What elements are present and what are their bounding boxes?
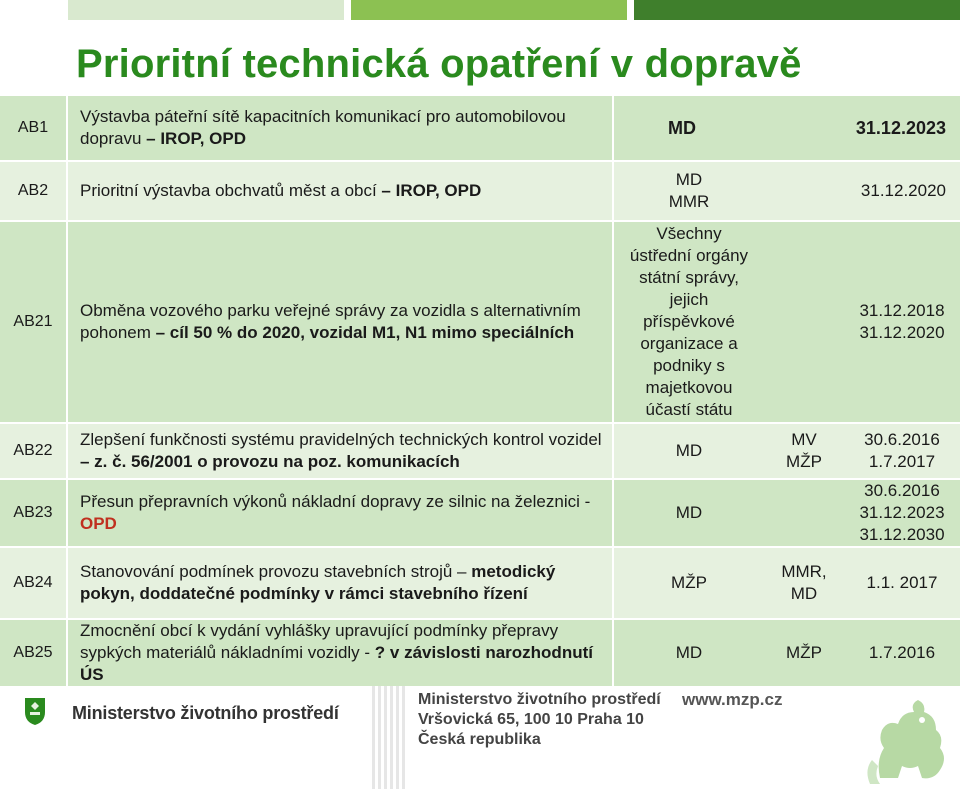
top-bar-light	[68, 0, 344, 20]
row-responsible: MŽP	[614, 548, 764, 618]
row-responsible: MD	[614, 620, 764, 686]
ministry-name: Ministerstvo životního prostředí	[72, 703, 339, 723]
row-description: Výstavba páteřní sítě kapacitních komunikací pro automobilovou dopravu – IROP, OPD	[68, 96, 612, 160]
column-separator	[66, 96, 68, 686]
row-code: AB25	[0, 620, 66, 686]
row-code: AB23	[0, 480, 66, 546]
table-row	[0, 548, 960, 618]
footer-stripe	[372, 686, 375, 789]
top-bar-dark	[634, 0, 960, 20]
footer-stripe	[396, 686, 399, 789]
row-deadline: 31.12.2023	[774, 96, 960, 160]
state-emblem-icon	[22, 696, 48, 726]
measures-table	[0, 96, 960, 686]
website-link[interactable]: www.mzp.cz	[682, 690, 783, 709]
row-cooperating: MV MŽP	[764, 424, 844, 478]
row-cooperating	[764, 480, 844, 546]
table-row	[0, 424, 960, 478]
row-responsible: MD	[614, 424, 764, 478]
row-responsible: MD MMR	[614, 162, 764, 220]
footer-stripe	[378, 686, 381, 789]
row-description: Zlepšení funkčnosti systému pravidelných technických kontrol vozidel – z. č. 56/2001 o provozu na poz. komunikacích	[68, 424, 612, 478]
row-deadline: 1.7.2016	[844, 620, 960, 686]
row-cooperating: MŽP	[764, 620, 844, 686]
row-code: AB1	[0, 96, 66, 160]
row-description: Přesun přepravních výkonů nákladní dopravy ze silnic na železnici - OPD	[68, 480, 612, 546]
page-title: Prioritní technická opatření v dopravě	[76, 42, 802, 86]
lion-emblem-icon	[840, 690, 956, 786]
row-responsible: MD	[614, 96, 774, 160]
row-deadline: 1.1. 2017	[844, 548, 960, 618]
row-code: AB21	[0, 222, 66, 422]
table-row	[0, 620, 960, 686]
column-separator	[612, 96, 614, 686]
row-code: AB2	[0, 162, 66, 220]
row-description: Stanovování podmínek provozu stavebních strojů – metodický pokyn, doddatečné podmínky v rámci stavebního řízení	[68, 548, 612, 618]
row-code: AB24	[0, 548, 66, 618]
row-cooperating	[764, 222, 844, 422]
top-bar-mid	[351, 0, 627, 20]
table-row	[0, 480, 960, 546]
row-description: Obměna vozového parku veřejné správy za vozidla s alternativním pohonem – cíl 50 % do 2020, vozidal M1, N1 mimo speciálních	[68, 222, 612, 422]
footer-stripe	[390, 686, 393, 789]
row-deadline: 30.6.2016 1.7.2017	[844, 424, 960, 478]
ministry-address: Ministerstvo životního prostředí Vršovická 65, 100 10 Praha 10 Česká republika	[418, 691, 661, 748]
row-description: Zmocnění obcí k vydání vyhlášky upravující podmínky přepravy sypkých materiálů nákladními vozidly - ? v závislosti narozhodnutí ÚS	[68, 620, 612, 686]
row-deadline: 31.12.2020	[764, 162, 960, 220]
table-row	[0, 162, 960, 220]
table-row	[0, 222, 960, 422]
table-row	[0, 96, 960, 160]
row-deadline: 30.6.2016 31.12.2023 31.12.2030	[844, 480, 960, 546]
row-responsible: MD	[614, 480, 764, 546]
row-cooperating: MMR, MD	[764, 548, 844, 618]
row-code: AB22	[0, 424, 66, 478]
footer-stripe	[384, 686, 387, 789]
row-description: Prioritní výstavba obchvatů měst a obcí – IROP, OPD	[68, 162, 612, 220]
row-responsible: Všechny ústřední orgány státní správy, jejich příspěvkové organizace a podniky s majetkovou účastí státu	[614, 222, 764, 422]
row-deadline: 31.12.2018 31.12.2020	[844, 222, 960, 422]
footer-stripe	[402, 686, 405, 789]
